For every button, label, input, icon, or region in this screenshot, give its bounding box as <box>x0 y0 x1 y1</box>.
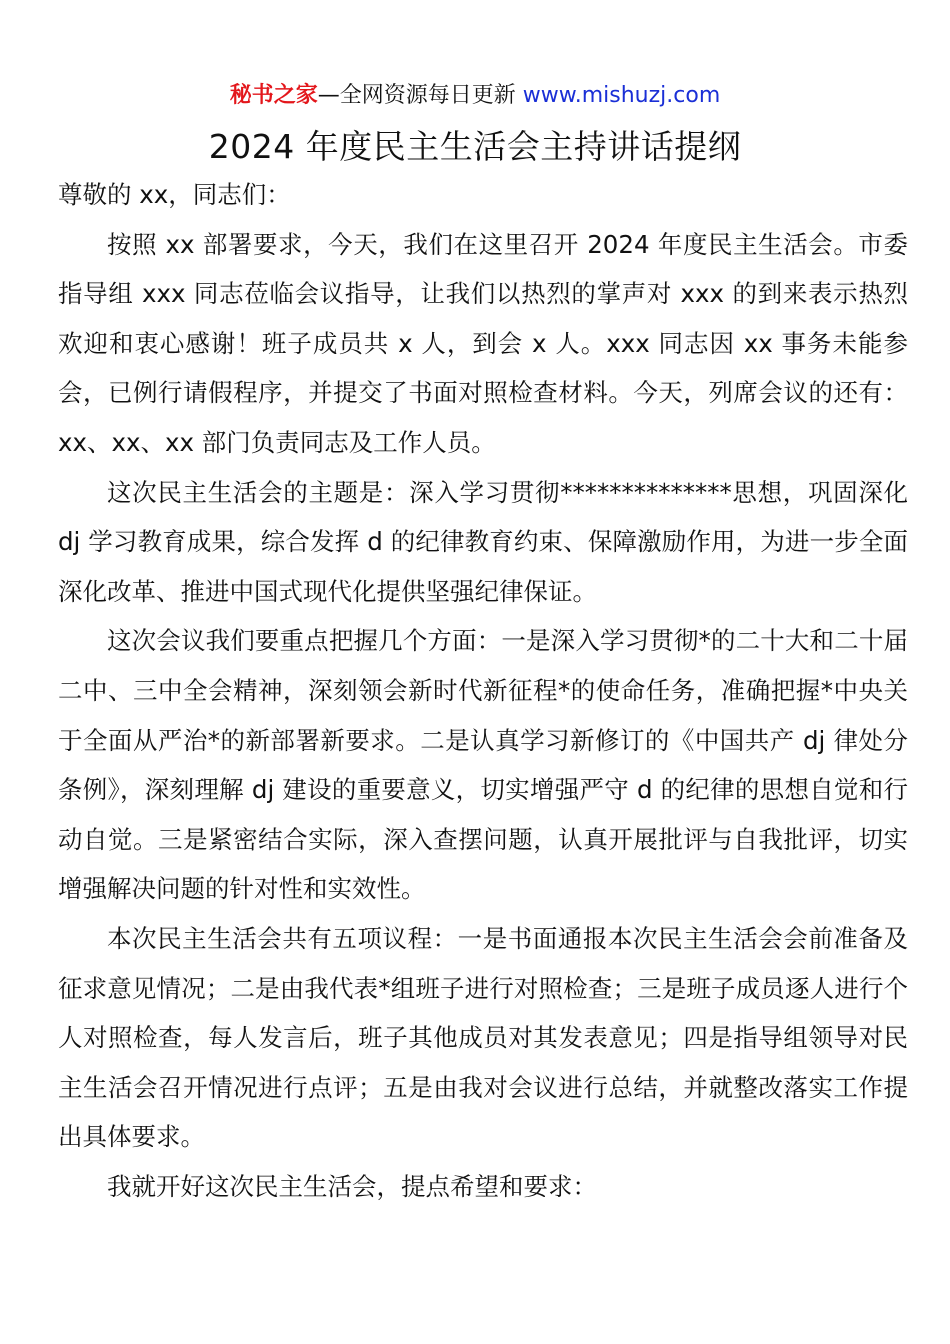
document-body <box>58 170 908 1211</box>
site-url-link[interactable]: www.mishuzj.com <box>522 83 721 108</box>
document-title: 2024 年度民主生活会主持讲话提纲 <box>208 127 742 166</box>
paragraph-opening: 按照 xx 部署要求，今天，我们在这里召开 2024 年度民主生活会。市委指导组 xxx 同志莅临会议指导，让我们以热烈的掌声对 xxx 的到来表示热烈欢迎和衷心感谢！班子成员共 x 人，到会 x 人。xxx 同志因 xx 事务未能参会，已例行请假程序，并提交了书面对照检查材料。今天，列席会议的还有：xx、xx、xx 部门负责同志及工作人员。 <box>58 229 908 457</box>
salutation: 尊敬的 xx，同志们： <box>58 180 291 209</box>
paragraph-theme: 这次民主生活会的主题是：深入学习贯彻**************思想，巩固深化 dj 学习教育成果，综合发挥 d 的纪律教育约束、保障激励作用，为进一步全面深化改革、推进中国式现代化提供坚强纪律保证。 <box>58 477 908 606</box>
brand-name: 秘书之家 <box>229 83 318 108</box>
paragraph-focus-points: 这次会议我们要重点把握几个方面：一是深入学习贯彻*的二十大和二十届二中、三中全会精神，深刻领会新时代新征程*的使命任务，准确把握*中央关于全面从严治*的新部署新要求。二是认真学习新修订的《中国共产 dj 律处分条例》，深刻理解 dj 建设的重要意义，切实增强严守 d 的纪律的思想自觉和行动自觉。三是紧密结合实际，深入查摆问题，认真开展批评与自我批评，切实增强解决问题的针对性和实效性。 <box>58 626 908 904</box>
site-header <box>0 80 950 112</box>
paragraph-agenda: 本次民主生活会共有五项议程：一是书面通报本次民主生活会会前准备及征求意见情况；二是由我代表*组班子进行对照检查；三是班子成员逐人进行个人对照检查，每人发言后，班子其他成员对其发表意见；四是指导组领导对民主生活会召开情况进行点评；五是由我对会议进行总结，并就整改落实工作提出具体要求。 <box>58 923 908 1152</box>
paragraph-requirements-intro: 我就开好这次民主生活会，提点希望和要求： <box>107 1171 597 1201</box>
header-tagline: —全网资源每日更新 <box>317 83 516 108</box>
